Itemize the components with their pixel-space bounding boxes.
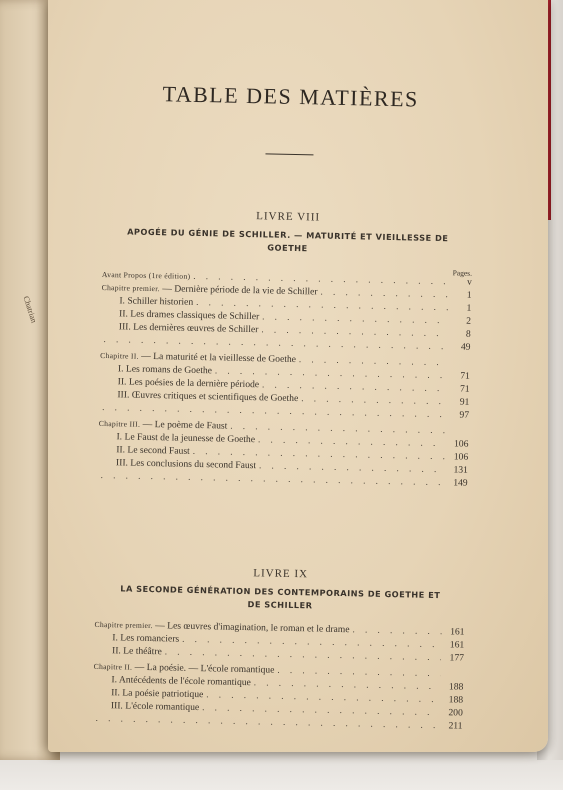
entry-page: 106 xyxy=(453,438,469,450)
entry-page: 200 xyxy=(448,707,463,719)
entry-label: II. Le théâtre xyxy=(111,645,162,658)
chapter-title: — La poésie. — L'école romantique xyxy=(132,661,275,676)
entry-page: 188 xyxy=(448,694,464,706)
entry-page: 106 xyxy=(453,451,469,463)
chapter-prefix: Chapitre premier. xyxy=(101,282,160,294)
pages-column-header: Pages. xyxy=(452,268,473,278)
table-of-contents xyxy=(92,80,475,733)
livre-ix-heading: LIVRE IX xyxy=(253,567,309,581)
entry-page: 131 xyxy=(453,464,469,476)
entry-page: 1 xyxy=(466,289,472,301)
chapter-title: — La maturité et la vieillesse de Goethe xyxy=(138,350,297,366)
page-title: TABLE DES MATIÈRES xyxy=(162,81,420,112)
livre-viii-subtitle: APOGÉE DU GÉNIE DE SCHILLER. — MATURITÉ ET VIEILLESSE DE GOETHE xyxy=(127,226,449,254)
entry-page: 1 xyxy=(466,302,472,314)
entry-label: III. Œuvres critiques et scientifiques de Goethe xyxy=(117,389,299,405)
entry-label: I. Les romanciers xyxy=(112,632,180,645)
left-page-text-fragment: Chatrian xyxy=(21,295,39,324)
livre-ix-subtitle: LA SECONDE GÉNÉRATION DES CONTEMPORAINS DE GOETHE ET DE SCHILLER xyxy=(120,583,441,611)
livre-viii-entries xyxy=(98,261,473,490)
entry-page: 8 xyxy=(465,328,471,340)
entry-label: III. L'école romantique xyxy=(110,700,200,714)
entry-label: III. Les dernières œuvres de Schiller xyxy=(118,321,259,336)
entry-label: III. Les conclusions du second Faust xyxy=(115,457,257,472)
entry-label: I. Le Faust de la jeunesse de Goethe xyxy=(116,431,256,446)
entry-label: I. Les romans de Goethe xyxy=(117,363,213,377)
title-rule xyxy=(265,153,313,155)
entry-label: I. Schiller historien xyxy=(119,295,194,308)
entry-page: 71 xyxy=(459,383,470,395)
entry-label: Avant Propos (1re édition) xyxy=(101,269,191,281)
entry-page: 149 xyxy=(453,477,468,489)
entry-label: II. Les poésies de la dernière période xyxy=(117,376,260,391)
entry-label: II. Le second Faust xyxy=(116,444,190,457)
entry-label: I. Antécédents de l'école romantique xyxy=(111,674,251,689)
chapter-title: — Les œuvres d'imagination, le roman et le drame xyxy=(152,620,350,636)
entry-page: 161 xyxy=(449,639,465,651)
entry-page: 177 xyxy=(449,652,465,664)
chapter-title: — Le poème de Faust xyxy=(140,418,228,432)
entry-page: 49 xyxy=(460,341,471,353)
entry-page: 161 xyxy=(450,626,465,638)
entry-page: 2 xyxy=(466,315,472,327)
entry-page: 91 xyxy=(459,396,470,408)
chapter-prefix: Chapitre II. xyxy=(93,661,133,672)
entry-page: 71 xyxy=(460,370,470,382)
chapter-prefix: Chapitre premier. xyxy=(94,619,153,631)
entry-page: v xyxy=(466,276,472,288)
entry-page: 188 xyxy=(448,681,464,693)
book-page xyxy=(48,0,548,752)
entry-page: 211 xyxy=(448,720,463,732)
entry-label: II. Les drames classiques de Schiller xyxy=(118,308,260,323)
entry-label: II. La poésie patriotique xyxy=(111,687,204,701)
chapter-title: — Dernière période de la vie de Schiller xyxy=(159,283,318,298)
livre-viii-heading: LIVRE VIII xyxy=(256,210,321,224)
chapter-prefix: Chapitre II. xyxy=(100,350,139,361)
entry-page: 97 xyxy=(459,409,470,421)
chapter-prefix: Chapitre III. xyxy=(98,418,141,429)
livre-ix-entries xyxy=(92,618,464,733)
